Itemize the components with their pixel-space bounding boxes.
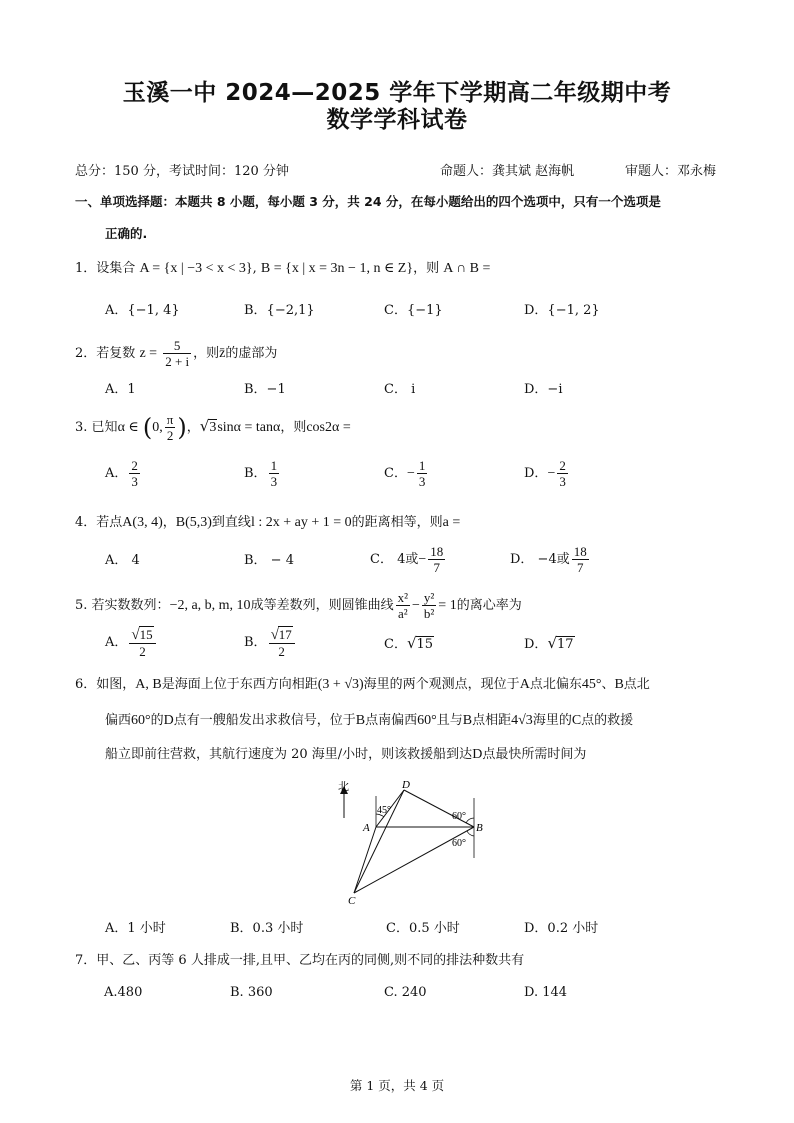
q3-option-c xyxy=(384,458,429,489)
q5-x-frac xyxy=(396,590,410,621)
q5-x-den: a² xyxy=(397,606,408,621)
q6-deg60: 60° xyxy=(131,713,151,728)
q6-option-a: A．1 小时 xyxy=(105,921,166,936)
q1-option-a: A．{−1, 4} xyxy=(105,303,180,318)
q6-l2-c: 点有一艘船发出求救信号，位于 xyxy=(173,713,356,728)
q6-d1: D xyxy=(163,713,174,728)
q5-text-a: 若实数数列： xyxy=(91,598,170,613)
q4-option-c-frac xyxy=(428,544,445,575)
q3-option-d-label: D． xyxy=(524,466,548,481)
q6-b2: B xyxy=(614,677,624,692)
q3-open-paren: ( xyxy=(142,413,153,442)
q4-option-b: B． − 4 xyxy=(244,553,294,568)
q2-fraction xyxy=(163,338,191,369)
label-b: B xyxy=(476,822,483,834)
q6-l3-b: 点最快所需时间为 xyxy=(482,747,587,762)
q6-number: 6． xyxy=(75,677,97,692)
q4-sep: ， xyxy=(162,515,176,530)
q5-option-c-rad: 15 xyxy=(416,637,434,652)
q4-option-c-sign: − xyxy=(418,552,427,567)
q2-zbar: z̄ xyxy=(219,346,226,361)
q4-text-a: 若点 xyxy=(96,515,123,530)
q3-option-a xyxy=(105,458,142,489)
q3-option-b xyxy=(244,458,281,489)
q1-option-d: D．{−1, 2} xyxy=(524,303,600,318)
q2-tail-b: 的虚部为 xyxy=(225,346,278,361)
q3-alpha-in: α ∈ xyxy=(117,420,139,435)
question-7 xyxy=(75,952,524,970)
section1-heading-cont: 正确的. xyxy=(105,226,148,241)
exam-setter-info: 命题人：龚其斌 赵海帆 xyxy=(440,164,575,179)
q6-option-c: C．0.5 小时 xyxy=(386,921,460,936)
segment-bc xyxy=(354,827,474,893)
q5-option-d-label: D． xyxy=(524,637,548,652)
q6-deg60b: 60° xyxy=(417,713,437,728)
q4-option-d-den: 7 xyxy=(576,560,584,575)
q3-option-d-num: 2 xyxy=(559,458,566,473)
q6-l2-h: 点的救援 xyxy=(581,713,634,728)
q5-option-a-den: 2 xyxy=(139,644,146,659)
q6-c1: C xyxy=(571,713,582,728)
q6-l1-d: 点北偏东 xyxy=(529,677,582,692)
q1-option-c: C．{−1} xyxy=(384,303,443,318)
q5-option-c-radical: √ xyxy=(406,634,417,652)
q5-option-d xyxy=(524,634,575,654)
q5-x-num: x² xyxy=(397,590,408,605)
q6-distance-2: 4√3 xyxy=(511,713,533,728)
q5-option-b-num xyxy=(269,626,295,644)
exam-title-line2: 数学学科试卷 xyxy=(326,107,468,133)
q3-radical: √ xyxy=(199,417,210,435)
q5-text-b: 成等差数列，则圆锥曲线 xyxy=(250,598,394,613)
q5-option-b-frac xyxy=(269,626,295,659)
q3-mid: ， xyxy=(186,420,200,435)
question-3 xyxy=(75,412,351,443)
label-a: A xyxy=(363,822,370,834)
q3-close-paren: ) xyxy=(177,413,187,442)
q6-l1-c: 海里的两个观测点，现位于 xyxy=(363,677,520,692)
q2-option-c: C． i xyxy=(384,382,416,397)
q6-b3: B xyxy=(355,713,366,728)
q4-text-b: 到直线 xyxy=(211,515,251,530)
q5-y-num: y² xyxy=(423,590,435,605)
q4-option-d-num: 18 xyxy=(573,544,587,559)
q3-option-c-label: C． xyxy=(384,466,407,481)
angle-arc-60-top xyxy=(466,818,474,823)
exam-total-info: 总分：150 分，考试时间：120 分钟 xyxy=(75,164,289,179)
q3-option-b-den: 3 xyxy=(270,474,278,489)
q2-option-d: D．−i xyxy=(524,382,563,397)
angle-60-bottom-label: 60° xyxy=(452,838,466,849)
q4-option-c xyxy=(370,544,447,575)
q3-cos: cos2α = xyxy=(306,420,351,435)
q2-text: 若复数 xyxy=(96,346,136,361)
q3-text: 已知 xyxy=(91,420,118,435)
q5-option-a-rad: 15 xyxy=(139,627,153,642)
q4-option-c-num: 18 xyxy=(430,544,444,559)
exam-title-line1: 玉溪一中 2024—2025 学年下学期高二年级期中考 xyxy=(122,80,672,106)
q3-option-a-frac xyxy=(129,458,140,489)
q4-line: l : 2x + ay + 1 = 0 xyxy=(250,515,352,530)
q3-option-b-num: 1 xyxy=(270,458,278,473)
q5-option-c-label: C． xyxy=(384,637,407,652)
q4-option-a: A． 4 xyxy=(105,553,140,568)
question-4 xyxy=(75,514,460,532)
q2-option-b: B．−1 xyxy=(244,382,286,397)
q7-number: 7． xyxy=(75,953,97,968)
exam-reviewer-info: 审题人：邓永梅 xyxy=(625,164,717,179)
q6-l2-b: 的 xyxy=(150,713,164,728)
q5-option-c xyxy=(384,634,434,654)
question-2 xyxy=(75,338,277,369)
label-c: C xyxy=(348,895,356,907)
label-d: D xyxy=(402,779,410,791)
angle-60-top-label: 60° xyxy=(452,811,466,822)
q7-option-c: C. 240 xyxy=(384,985,427,1000)
q5-option-a-label: A． xyxy=(105,635,128,650)
q3-option-c-den: 3 xyxy=(418,474,426,489)
q4-option-d xyxy=(510,544,591,575)
q6-l1-b: 是海面上位于东西方向相距 xyxy=(161,677,318,692)
q5-number: 5. xyxy=(75,598,88,613)
section1-heading: 一、单项选择题：本题共 8 小题，每小题 3 分，共 24 分，在每小题给出的四个选项中，只有一个选项是 xyxy=(75,194,661,209)
q5-option-b-rad: 17 xyxy=(278,627,292,642)
q6-b4: B xyxy=(462,713,473,728)
q5-option-d-radical: √ xyxy=(547,634,557,652)
q5-option-b-radical: √ xyxy=(270,627,279,643)
question-6-line-1 xyxy=(75,676,650,694)
q3-option-c-sign: − xyxy=(406,466,415,481)
q3-option-d-den: 3 xyxy=(559,474,566,489)
q3-sqrt3: 3 xyxy=(209,420,217,435)
q6-l2-d: 点南偏西 xyxy=(365,713,418,728)
q3-option-a-den: 3 xyxy=(131,474,138,489)
q5-option-a-num xyxy=(129,626,155,644)
q3-option-a-num: 2 xyxy=(131,458,138,473)
q6-l2-f: 点相距 xyxy=(472,713,512,728)
q6-a2: A xyxy=(519,677,530,692)
q1-set-a: A = {x | −3 < x < 3} xyxy=(139,261,253,276)
q5-option-a-frac xyxy=(129,626,155,659)
q5-option-a-radical: √ xyxy=(131,627,140,643)
q6-figure xyxy=(336,778,496,908)
q5-y-den: b² xyxy=(423,606,435,621)
q4-text-c: 的距离相等，则 xyxy=(351,515,443,530)
q6-l3-a: 船立即前往营救，其航行速度为 20 海里/小时，则该救援船到达 xyxy=(105,747,473,762)
q4-point-a: A(3, 4) xyxy=(122,515,163,530)
q6-l1-f: 点北 xyxy=(623,677,650,692)
q3-option-c-num: 1 xyxy=(418,458,426,473)
q3-option-b-label: B． xyxy=(244,466,267,481)
q7-option-d: D. 144 xyxy=(524,985,568,1000)
q6-distance-1: (3 + √3) xyxy=(317,677,364,692)
q1-text: 设集合 xyxy=(96,261,136,276)
q3-option-c-frac xyxy=(417,458,428,489)
q3-option-a-label: A． xyxy=(105,466,128,481)
north-label: 北 xyxy=(338,780,349,793)
angle-45-label: 45° xyxy=(377,805,391,816)
q3-option-d-frac xyxy=(557,458,568,489)
q4-option-c-den: 7 xyxy=(433,560,441,575)
q7-option-b: B. 360 xyxy=(230,985,273,1000)
q4-ask: a = xyxy=(442,515,461,530)
q4-point-b: B(5,3) xyxy=(175,515,212,530)
q2-number: 2． xyxy=(75,346,97,361)
question-6-line-3 xyxy=(105,746,586,764)
q3-pi: π xyxy=(166,412,174,427)
q4-number: 4． xyxy=(75,515,97,530)
q5-option-b-den: 2 xyxy=(278,644,285,659)
q5-option-d-rad: 17 xyxy=(557,637,574,652)
q4-option-d-frac xyxy=(572,544,589,575)
q1-comma: , xyxy=(252,261,257,276)
question-5 xyxy=(75,590,522,621)
q5-y-frac xyxy=(422,590,436,621)
q3-number: 3. xyxy=(75,420,88,435)
q7-text: 甲、乙、丙等 6 人排成一排,且甲、乙均在丙的同侧,则不同的排法种数共有 xyxy=(96,953,525,968)
q4-option-c-label: C． 4或 xyxy=(370,552,419,567)
q6-l2-a: 偏西 xyxy=(105,713,132,728)
q1-expression: A ∩ B = xyxy=(443,261,491,276)
q5-option-b-label: B． xyxy=(244,635,267,650)
q4-option-d-label: D． −4或 xyxy=(510,552,570,567)
q3-interval-start: 0, xyxy=(152,420,163,435)
q2-tail-a: ，则 xyxy=(193,346,220,361)
q3-tail: ，则 xyxy=(280,420,307,435)
q3-option-d-sign: − xyxy=(547,466,556,481)
q1-option-b: B．{−2,1} xyxy=(244,303,315,318)
q3-two: 2 xyxy=(166,428,174,443)
q6-l2-g: 海里的 xyxy=(532,713,572,728)
q2-frac-num: 5 xyxy=(163,338,191,354)
q5-option-a xyxy=(105,626,158,659)
q1-tail: ，则 xyxy=(413,261,440,276)
q2-frac-den: 2 + i xyxy=(165,354,190,369)
page-footer: 第 1 页，共 4 页 xyxy=(349,1078,445,1093)
q1-number: 1． xyxy=(75,261,97,276)
q6-l2-e: 且与 xyxy=(436,713,463,728)
q6-option-b: B．0.3 小时 xyxy=(230,921,304,936)
q5-minus: − xyxy=(411,598,420,613)
q2-option-a: A．1 xyxy=(105,382,136,397)
q6-option-d: D．0.2 小时 xyxy=(524,921,599,936)
q3-option-b-frac xyxy=(269,458,280,489)
q5-sequence: −2, a, b, m, 10 xyxy=(169,598,251,613)
q6-l1-a: 如图， xyxy=(96,677,136,692)
q6-ab: A, B xyxy=(135,677,162,692)
q5-eq1: = 1 xyxy=(438,598,457,613)
q3-option-d xyxy=(524,458,570,489)
question-1 xyxy=(75,260,490,278)
angle-arc-60-bottom xyxy=(467,831,474,836)
q1-set-b: B = {x | x = 3n − 1, n ∈ Z} xyxy=(260,261,414,276)
q5-text-c: 的离心率为 xyxy=(456,598,522,613)
q6-l1-e: 、 xyxy=(601,677,615,692)
q3-pi-half xyxy=(165,412,176,443)
q6-d2: D xyxy=(472,747,483,762)
q7-option-a: A.480 xyxy=(104,985,143,1000)
q2-variable: z = xyxy=(139,346,158,361)
q3-equation: sinα = tanα xyxy=(217,420,281,435)
q5-option-b xyxy=(244,626,297,659)
q6-deg45: 45° xyxy=(581,677,602,692)
question-6-line-2 xyxy=(105,712,633,730)
